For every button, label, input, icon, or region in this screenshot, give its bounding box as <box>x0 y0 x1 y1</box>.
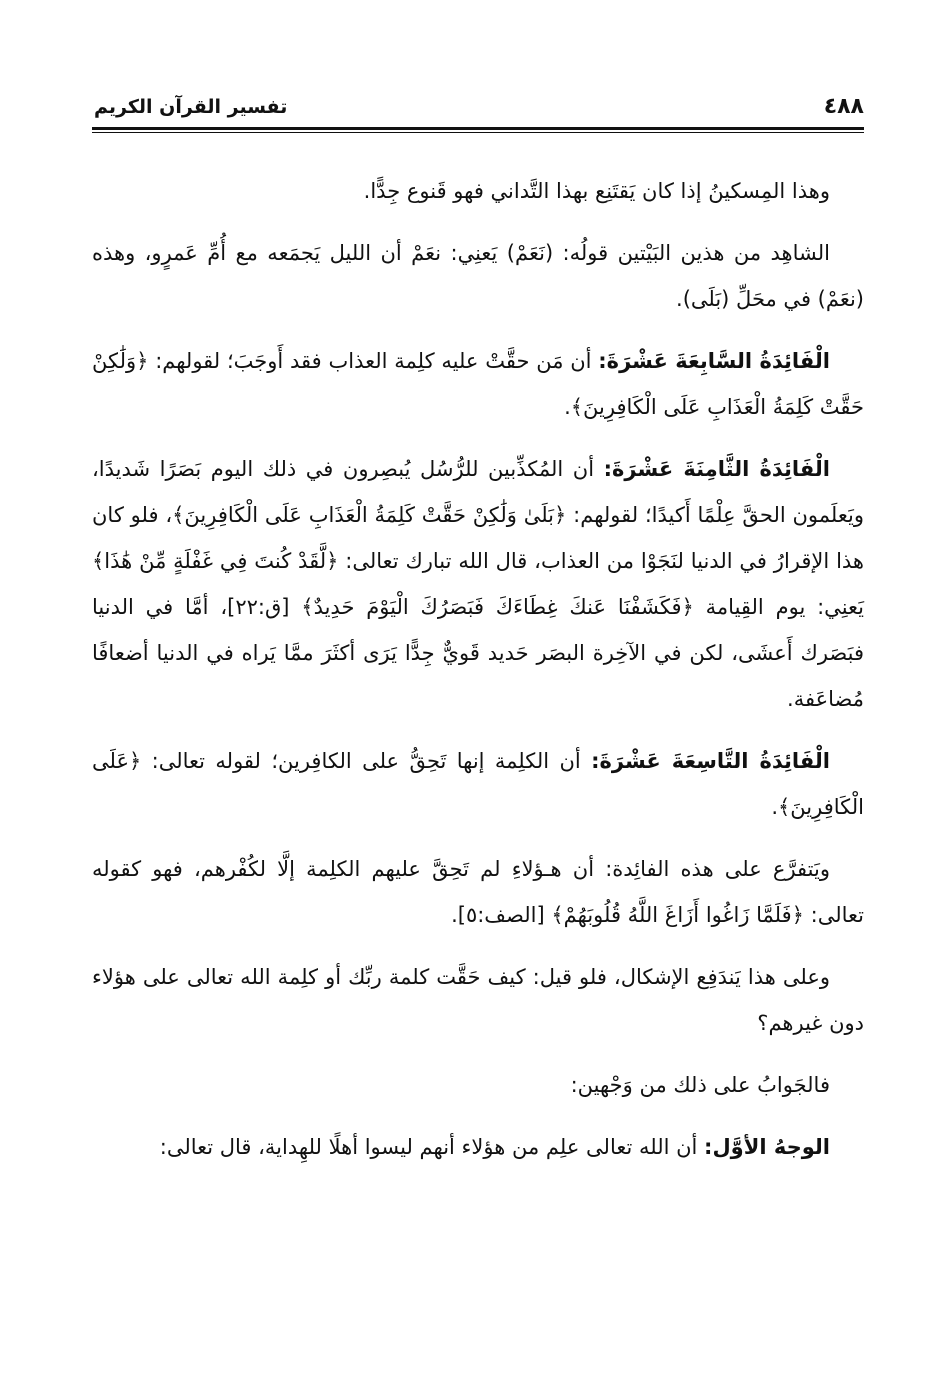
page-number: ٤٨٨ <box>823 94 864 119</box>
running-title: تفسير القرآن الكريم <box>94 96 288 118</box>
paragraph: الوجهُ الأوَّل: أن الله تعالى علِم من هؤلاء أنهم ليسوا أهلًا للهِداية، قال تعالى: <box>159 1135 830 1159</box>
benefit-heading: الْفَائِدَةُ الثَّامِنَةَ عَشْرَةَ: <box>603 457 830 481</box>
benefit-heading: الْفَائِدَةُ السَّابِعَةَ عَشْرَةَ: <box>598 349 830 373</box>
paragraph: وهذا المِسكينُ إذا كان يَقتَنِع بهذا التَّداني فهو قَنوع جِدًّا. <box>363 179 830 203</box>
paragraph: وعلى هذا يَندَفِع الإشكال، فلو قيل: كيف حَقَّت كلمة ربِّك أو كلِمة الله تعالى على هؤلاء دون غيرهم؟ <box>92 965 864 1035</box>
benefit-heading: الْفَائِدَةُ التَّاسِعَةَ عَشْرَةَ: <box>591 749 830 773</box>
paragraph: الْفَائِدَةُ الثَّامِنَةَ عَشْرَةَ: أن المُكذِّبين للرُّسُل يُبصِرون في ذلك اليوم بَصَرًا شَديدًا، ويَعلَمون الحقَّ عِلْمًا أَكيدًا؛ لقولهم: ﴿بَلَىٰ وَلَٰكِنْ حَقَّتْ كَلِمَةُ الْعَذَابِ عَلَى الْكَافِرِينَ﴾، فلو كان هذا الإقرارُ في الدنيا لنَجَوْا من العذاب، قال الله تبارك تعالى: ﴿لَّقَدْ كُنتَ فِي غَفْلَةٍ مِّنْ هَٰذَا﴾ يَعنِي: يوم القِيامة ﴿فَكَشَفْنَا عَنكَ غِطَاءَكَ فَبَصَرُكَ الْيَوْمَ حَدِيدٌ﴾ [ق:٢٢]، أمَّا في الدنيا فبَصَرك أَعشَى، لكن في الآخِرة البصَر حَديد قَويٌّ جِدًّا يَرَى أكثَرَ ممَّا يَراه في الدنيا أضعافًا مُضاعَفة. <box>92 457 865 711</box>
header-rule <box>92 127 864 130</box>
paragraph: الْفَائِدَةُ التَّاسِعَةَ عَشْرَةَ: أن الكلِمة إنها تَحِقُّ على الكافِرين؛ لقوله تعالى: ﴿عَلَى الْكَافِرِينَ﴾. <box>92 749 864 819</box>
page-body <box>92 168 864 1186</box>
paragraph: الشاهِد من هذين البَيْتين قولُه: (نَعَمْ) يَعنِي: نعَمْ أن الليل يَجمَعه مع أُمِّ عَمرٍو، وهذه (نعَمْ) في محَلِّ (بَلَى). <box>92 241 864 311</box>
header-rule-thin <box>92 132 864 133</box>
section-heading: الوجهُ الأوَّل: <box>704 1135 830 1159</box>
paragraph: فالجَوابُ على ذلك من وَجْهين: <box>570 1073 830 1097</box>
page-header <box>92 94 864 128</box>
paragraph: الْفَائِدَةُ السَّابِعَةَ عَشْرَةَ: أن مَن حقَّتْ عليه كلِمة العذاب فقد أَوجَبَ؛ لقولهم: ﴿وَلَٰكِنْ حَقَّتْ كَلِمَةُ الْعَذَابِ عَلَى الْكَافِرِينَ﴾. <box>92 349 864 419</box>
paragraph: ويَتفرَّع على هذه الفائِدة: أن هـؤلاءِ لم تَحِقَّ عليهم الكلِمة إلَّا لكُفْرهم، فهو كقوله تعالى: ﴿فَلَمَّا زَاغُوا أَزَاغَ اللَّهُ قُلُوبَهُمْ﴾ [الصف:٥]. <box>92 857 864 927</box>
